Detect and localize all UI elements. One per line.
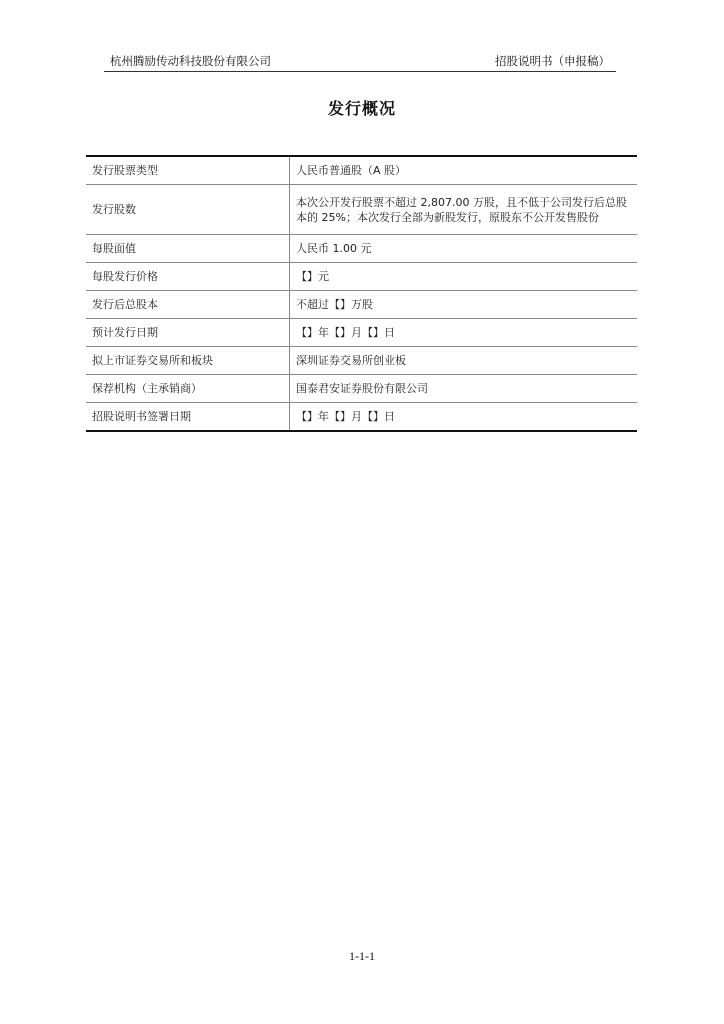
page-title: 发行概况 [327,99,396,118]
document-type: 招股说明书（申报稿） [495,54,610,68]
row-value: 本次公开发行股票不超过 2,807.00 万股，且不低于公司发行后总股本的 25%；本次发行全部为新股发行，原股东不公开发售股份 [290,185,638,235]
table-row [86,375,637,403]
row-label: 发行后总股本 [86,291,290,319]
page-number: 1-1-1 [349,949,375,963]
row-label: 发行股票类型 [86,156,290,185]
row-label: 发行股数 [86,185,290,235]
row-label: 每股面值 [86,235,290,263]
table-row [86,185,637,235]
issuance-overview-table [86,155,637,432]
row-label: 招股说明书签署日期 [86,403,290,432]
table-row [86,319,637,347]
table-row [86,403,637,432]
table-row [86,263,637,291]
table-row [86,347,637,375]
row-label: 预计发行日期 [86,319,290,347]
row-value: 不超过【】万股 [290,291,638,319]
row-value: 国泰君安证券股份有限公司 [290,375,638,403]
row-value: 人民币普通股（A 股） [290,156,638,185]
row-label: 拟上市证券交易所和板块 [86,347,290,375]
table-row [86,156,637,185]
row-value: 【】年【】月【】日 [290,319,638,347]
row-value: 【】元 [290,263,638,291]
header-divider [104,71,616,72]
row-label: 保荐机构（主承销商） [86,375,290,403]
row-value: 人民币 1.00 元 [290,235,638,263]
company-name: 杭州腾励传动科技股份有限公司 [110,54,271,68]
row-value: 【】年【】月【】日 [290,403,638,432]
row-label: 每股发行价格 [86,263,290,291]
table-row [86,291,637,319]
page-header [104,52,616,70]
table-row [86,235,637,263]
row-value: 深圳证券交易所创业板 [290,347,638,375]
